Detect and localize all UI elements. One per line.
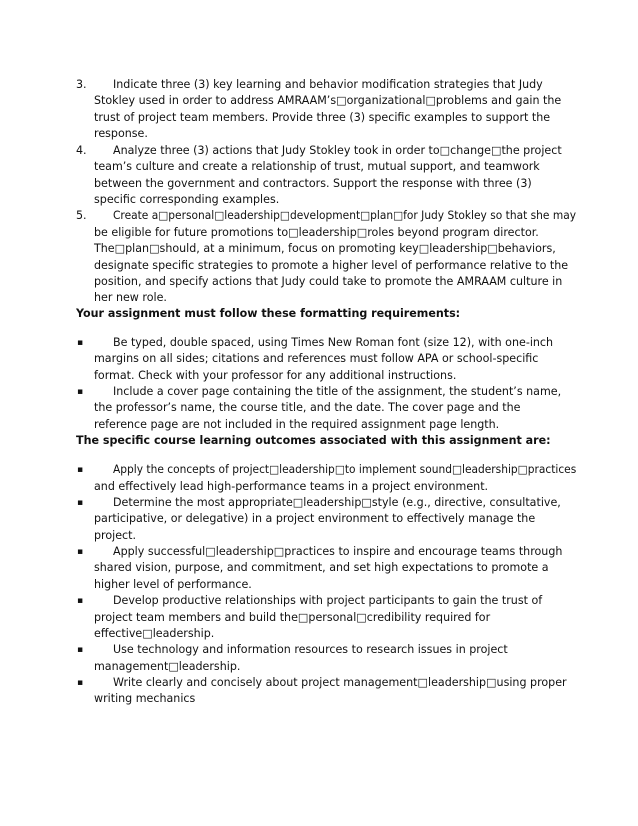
- bullet-icon: ▪: [77, 465, 84, 475]
- bullet-icon: ▪: [77, 498, 84, 508]
- item-3-line-2: Stokley used in order to address AMRAAM’s□organizational□problems and gain the: [94, 94, 562, 107]
- outcomes-heading: The specific course learning outcomes associated with this assignment are:: [76, 434, 551, 447]
- item-5-line-6: her new role.: [94, 291, 167, 304]
- list-number: 4.: [76, 144, 87, 157]
- outcome-6-line-1: Write clearly and concisely about project management□leadership□using proper: [113, 676, 567, 689]
- item-3-line-4: response.: [94, 127, 148, 140]
- outcome-1-line-1: Apply the concepts of project□leadership□to implement sound□leadership□practices: [113, 463, 577, 476]
- bullet-icon: ▪: [77, 678, 84, 688]
- bullet-icon: ▪: [77, 596, 84, 606]
- outcome-2-line-2: participative, or delegative) in a project environment to effectively manage the: [94, 512, 536, 525]
- item-5-line-5: position, and specify actions that Judy could take to promote the AMRAAM culture in: [94, 275, 563, 288]
- item-4-line-3: between the government and contractors. Support the response with three (3): [94, 177, 532, 190]
- formatting-1-line-2: margins on all sides; citations and references must follow APA or school-specific: [94, 352, 539, 365]
- outcome-6-line-2: writing mechanics: [94, 692, 196, 705]
- item-5-line-1: Create a□personal□leadership□development□plan□for Judy Stokley so that she may: [113, 209, 577, 222]
- outcome-2-line-3: project.: [94, 529, 137, 542]
- outcome-4-line-2: project team members and build the□personal□credibility required for: [94, 611, 491, 624]
- outcome-1-line-2: and effectively lead high-performance teams in a project environment.: [94, 480, 489, 493]
- formatting-2-line-2: the professor’s name, the course title, and the date. The cover page and the: [94, 401, 521, 414]
- outcome-3-line-2: shared vision, purpose, and commitment, and set high expectations to promote a: [94, 561, 549, 574]
- outcome-3-line-1: Apply successful□leadership□practices to inspire and encourage teams through: [113, 545, 563, 558]
- outcome-5-line-2: management□leadership.: [94, 660, 241, 673]
- bullet-icon: ▪: [77, 645, 84, 655]
- list-number: 3.: [76, 78, 87, 91]
- formatting-1-line-1: Be typed, double spaced, using Times New Roman font (size 12), with one-inch: [113, 336, 554, 349]
- formatting-heading: Your assignment must follow these formatting requirements:: [76, 307, 461, 320]
- item-3-line-1: Indicate three (3) key learning and behavior modification strategies that Judy: [113, 78, 543, 91]
- item-4-line-1: Analyze three (3) actions that Judy Stokley took in order to□change□the project: [113, 144, 562, 157]
- list-number: 5.: [76, 209, 87, 222]
- bullet-icon: ▪: [77, 387, 84, 397]
- item-5-line-2: be eligible for future promotions to□leadership□roles beyond program director.: [94, 226, 539, 239]
- item-3-line-3: trust of project team members. Provide three (3) specific examples to support the: [94, 111, 551, 124]
- outcome-2-line-1: Determine the most appropriate□leadership□style (e.g., directive, consultative,: [113, 496, 561, 509]
- bullet-icon: ▪: [77, 338, 84, 348]
- item-5-line-4: designate specific strategies to promote a higher level of performance relative to the: [94, 259, 569, 272]
- outcome-4-line-3: effective□leadership.: [94, 627, 215, 640]
- outcome-4-line-1: Develop productive relationships with project participants to gain the trust of: [113, 594, 543, 607]
- formatting-1-line-3: format. Check with your professor for any additional instructions.: [94, 369, 457, 382]
- outcome-3-line-3: higher level of performance.: [94, 578, 252, 591]
- outcome-5-line-1: Use technology and information resources to research issues in project: [113, 643, 508, 656]
- item-5-line-3: The□plan□should, at a minimum, focus on promoting key□leadership□behaviors,: [94, 242, 556, 255]
- bullet-icon: ▪: [77, 547, 84, 557]
- item-4-line-2: team’s culture and create a relationship of trust, mutual support, and teamwork: [94, 160, 540, 173]
- item-4-line-4: specific corresponding examples.: [94, 193, 280, 206]
- formatting-2-line-1: Include a cover page containing the title of the assignment, the student’s name,: [113, 385, 562, 398]
- formatting-2-line-3: reference page are not included in the required assignment page length.: [94, 418, 500, 431]
